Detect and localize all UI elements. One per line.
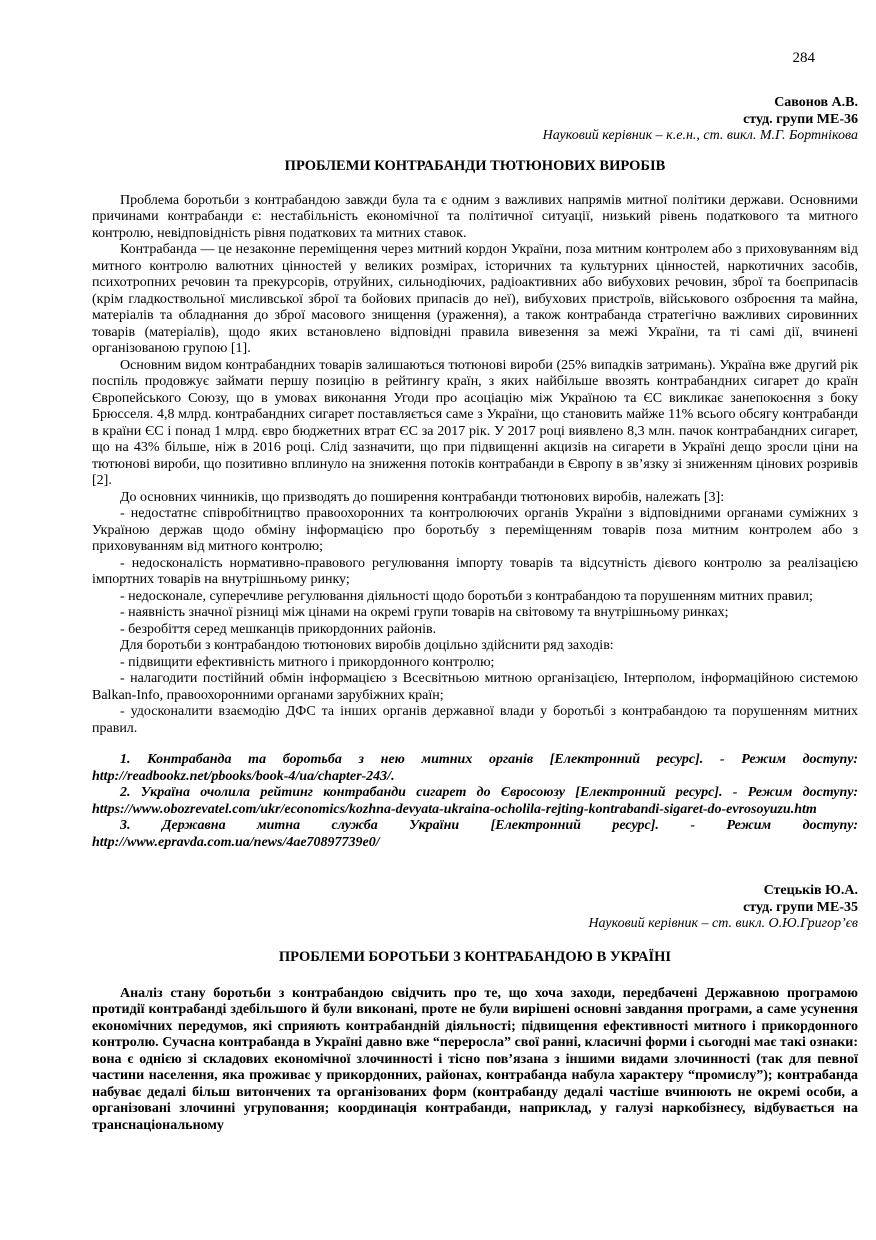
reference-item: 1. Контрабанда та боротьба з нею митних органів [Електронний ресурс]. - Режим доступу: http://readbookz.net/pbooks/book-4/ua/chapter-243/. [92, 752, 858, 784]
article1-list-item: - безробіття серед мешканців прикордонних районів. [120, 621, 437, 637]
article1-author: Савонов А.В. [774, 95, 858, 110]
article1-paragraph: Проблема боротьби з контрабандою завжди була та є одним з важливих напрямів митної політики держави. Основними причинами контрабанди є: нестабільність економічної та політичної ситуації, низький рівень податкового та митного контролю, невідповідність рівня податкових та митних ставок. [92, 192, 858, 241]
article2-paragraph: Аналіз стану боротьби з контрабандою свідчить про те, що хоча заходи, передбачені Державною програмою протидії контрабанді здебільшого й були виконані, проте не були вирішені основні завдання програми, а саме усунення економічних передумов, які сприяють контрабандній діяльності; підвищення ефективності митного і прикордонного контролю. Сучасна контрабанда в Україні давно вже “переросла” свої ранні, класичні форми і сьогодні має такі ознаки: вона є однією зі складових економічної злочинності і тісно пов’язана з іншими видами злочинності (так для певної частини населення, яка проживає у прикордонних, районах, контрабанда набула характеру “промислу”); контрабанда набуває дедалі більш витончених та організованих форм (контрабанду дедалі частіше вчинюють не окремі особи, а організовані злочинні угруповання; координація контрабанди, наприклад, у галузі наркобізнесу, відбувається на транснаціональному [92, 985, 858, 1133]
article1-supervisor: Науковий керівник – к.е.н., ст. викл. М.Г. Бортнікова [542, 128, 858, 143]
article-2 [92, 883, 858, 1134]
article1-list-item: - недосконалість нормативно-правового регулювання імпорту товарів та відсутність дієвого контролю за реалізацією імпортних товарів на внутрішньому ринку; [92, 555, 858, 587]
article1-title: ПРОБЛЕМИ КОНТРАБАНДИ ТЮТЮНОВИХ ВИРОБІВ [284, 157, 666, 174]
article2-supervisor: Науковий керівник – ст. викл. О.Ю.Григор’єв [588, 916, 858, 931]
article-1 [92, 95, 858, 851]
article1-paragraph: Основним видом контрабандних товарів залишаються тютюнові вироби (25% випадків затримань). Україна вже другий рік поспіль продовжує займати першу позицію в рейтингу країн, з яких найбільше ввозять контрабандних сигарет до країн Європейського Союзу, що в умовах виконання Угоди про асоціацію між Україною та ЄС викликає занепокоєння з боку Брюсселя. 4,8 млрд. контрабандних сигарет поставляється саме з України, що становить майже 11% всього обсягу контрабанди в країни ЄС і понад 1 млрд. євро бюджетних втрат ЄС за 2017 рік. У 2017 році виявлено 8,3 млн. пачок контрабандних сигарет, що на 43% більше, ніж в 2016 році. Слід зазначити, що при підвищенні акцизів на сигарети в Україні дещо зросли ціни на тютюнові вироби, що позитивно вплинуло на зниження потоків контрабанди в Європу в зв’язку зі зниженням цінових розривів [2]. [92, 357, 858, 488]
article2-byline [92, 883, 858, 933]
article1-list-item: - недосконале, суперечливе регулювання діяльності щодо боротьби з контрабандою та порушенням митних правил; [120, 588, 813, 604]
article2-author: Стецьків Ю.А. [763, 883, 858, 898]
article1-list-item: - наявність значної різниці між цінами на окремі групи товарів на світовому та внутрішньому ринках; [120, 605, 729, 620]
page-number: 284 [792, 50, 815, 66]
article1-paragraph: Контрабанда — це незаконне переміщення через митний кордон України, поза митним контролем або з приховуванням від митного контролю валютних цінностей у великих розмірах, історичних та культурних цінностей, наркотичних засобів, психотропних речовин та прекурсорів, отруйних, сильнодіючих, радіоактивних або вибухових речовин, зброї та боєприпасів (крім гладкоствольної мисливської зброї та бойових припасів до неї), вибухових пристроїв, військового озброєння та майна, матеріалів та обладнання до зброї масового знищення (ураження), а також контрабанда стратегічно важливих сировинних товарів (матеріалів), щодо яких встановлено відповідні правила вивезення за межі України, та ті самі дії, вчинені організованою групою [1]. [92, 242, 858, 356]
article2-author-group: студ. групи МЕ-35 [743, 899, 858, 915]
article1-paragraph: До основних чинників, що призводять до поширення контрабанди тютюнових виробів, належать [3]: [120, 489, 725, 505]
article1-list-item: - удосконалити взаємодію ДФС та інших органів державної влади у боротьбі з контрабандою та порушенням митних правил. [92, 704, 858, 736]
article1-list-item: - налагодити постійний обмін інформацією з Всесвітньою митною організацією, Інтерполом, інформаційною системою Balkan-Info, правоохоронними органами зарубіжних країн; [92, 671, 858, 703]
article1-paragraph: Для боротьби з контрабандою тютюнових виробів доцільно здійснити ряд заходів: [120, 638, 614, 653]
reference-item: 2. Україна очолила рейтинг контрабанди сигарет до Євросоюзу [Електронний ресурс]. - Режим доступу: https://www.obozrevatel.com/ukr/economics/kozhna-devyata-ukraina-ocholila-rejting-kontrabandi-sigaret-do-evrosoyuzu.htm [92, 785, 858, 817]
article1-byline [92, 95, 858, 145]
article1-author-group: студ. групи МЕ-36 [743, 111, 858, 127]
article1-list-item: - недостатнє співробітництво правоохоронних та контролюючих органів України з відповідними органами суміжних з Україною держав щодо обміну інформацією про боротьбу з переміщенням товарів поза митним контролем або з приховуванням від митного контролю; [92, 506, 858, 554]
article1-references [92, 752, 858, 851]
article2-title: ПРОБЛЕМИ БОРОТЬБИ З КОНТРАБАНДОЮ В УКРАЇНІ [278, 948, 672, 965]
reference-item: 3. Державна митна служба України [Електронний ресурс]. - Режим доступу: http://www.epravda.com.ua/news/4ae70897739e0/ [92, 818, 858, 850]
article1-list-item: - підвищити ефективність митного і прикордонного контролю; [120, 654, 495, 670]
